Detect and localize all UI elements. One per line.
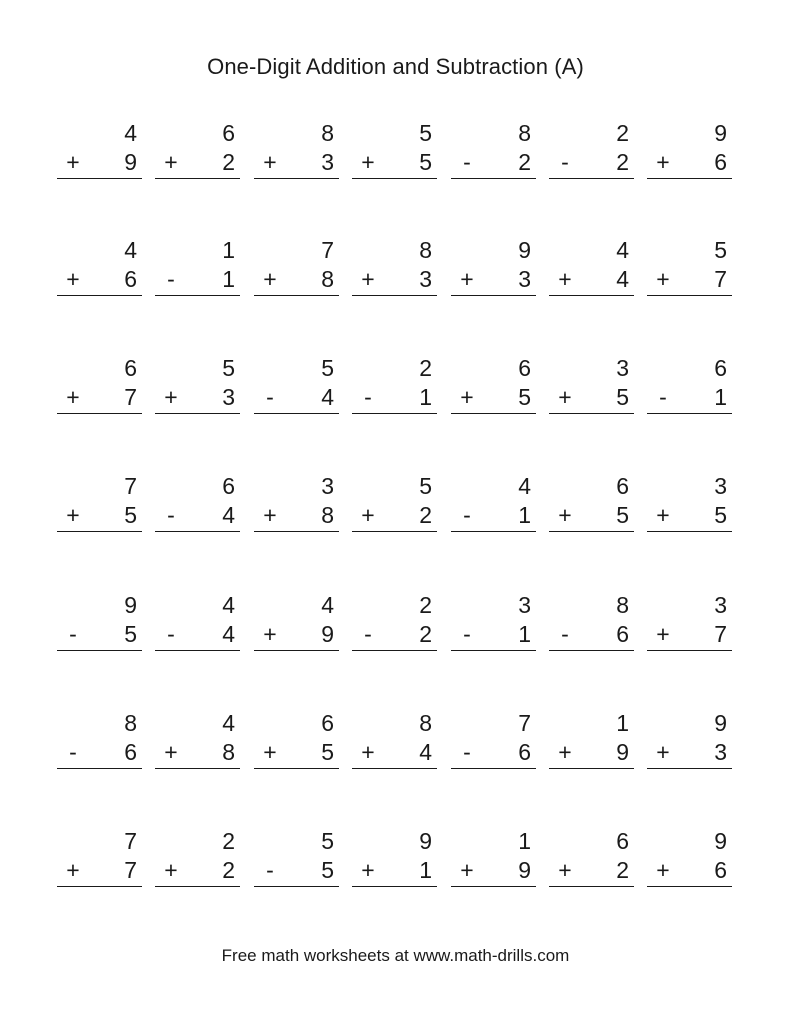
top-operand: 6 [616, 828, 629, 854]
operator-sign: + [558, 857, 572, 883]
bottom-operand: 8 [222, 739, 235, 765]
top-operand: 9 [714, 828, 727, 854]
answer-line [57, 531, 142, 532]
bottom-operand: 4 [222, 621, 235, 647]
top-operand: 6 [518, 355, 531, 381]
bottom-operand: 2 [419, 502, 432, 528]
problem-r2-c4 [356, 237, 432, 297]
bottom-operand: 6 [714, 149, 727, 175]
bottom-operand: 7 [124, 384, 137, 410]
bottom-operand: 6 [518, 739, 531, 765]
bottom-operand: 4 [419, 739, 432, 765]
answer-line [451, 413, 536, 414]
problem-r4-c1 [61, 473, 137, 533]
operator-sign: + [656, 266, 670, 292]
bottom-operand: 5 [518, 384, 531, 410]
problem-r4-c7 [651, 473, 727, 533]
top-operand: 2 [419, 592, 432, 618]
problem-r3-c5 [455, 355, 531, 415]
top-operand: 2 [222, 828, 235, 854]
top-operand: 6 [124, 355, 137, 381]
answer-line [352, 178, 437, 179]
bottom-operand: 6 [714, 857, 727, 883]
operator-sign: + [66, 384, 80, 410]
answer-line [155, 886, 240, 887]
top-operand: 2 [419, 355, 432, 381]
bottom-operand: 2 [222, 857, 235, 883]
bottom-operand: 9 [124, 149, 137, 175]
operator-sign: + [66, 149, 80, 175]
answer-line [451, 650, 536, 651]
answer-line [647, 413, 732, 414]
problem-r2-c1 [61, 237, 137, 297]
answer-line [155, 413, 240, 414]
operator-sign: + [361, 149, 375, 175]
operator-sign: + [460, 384, 474, 410]
top-operand: 8 [419, 237, 432, 263]
answer-line [352, 650, 437, 651]
answer-line [451, 768, 536, 769]
problem-r1-c7 [651, 120, 727, 180]
answer-line [647, 178, 732, 179]
answer-line [254, 178, 339, 179]
worksheet-title: One-Digit Addition and Subtraction (A) [207, 54, 584, 79]
problem-r1-c6 [553, 120, 629, 180]
problem-r5-c4 [356, 592, 432, 652]
bottom-operand: 5 [714, 502, 727, 528]
bottom-operand: 9 [616, 739, 629, 765]
problem-r6-c7 [651, 710, 727, 770]
problem-r5-c7 [651, 592, 727, 652]
operator-sign: + [164, 149, 178, 175]
top-operand: 3 [714, 473, 727, 499]
top-operand: 6 [616, 473, 629, 499]
answer-line [647, 886, 732, 887]
answer-line [155, 178, 240, 179]
problem-r1-c2 [159, 120, 235, 180]
answer-line [155, 295, 240, 296]
operator-sign: + [656, 502, 670, 528]
answer-line [549, 295, 634, 296]
answer-line [647, 295, 732, 296]
bottom-operand: 2 [419, 621, 432, 647]
top-operand: 5 [321, 828, 334, 854]
top-operand: 6 [714, 355, 727, 381]
top-operand: 4 [222, 710, 235, 736]
operator-sign: + [263, 266, 277, 292]
bottom-operand: 1 [518, 502, 531, 528]
problem-r4-c5 [455, 473, 531, 533]
operator-sign: - [167, 266, 175, 292]
problem-r7-c5 [455, 828, 531, 888]
problem-r3-c6 [553, 355, 629, 415]
answer-line [254, 650, 339, 651]
top-operand: 8 [321, 120, 334, 146]
operator-sign: - [266, 384, 274, 410]
operator-sign: + [361, 739, 375, 765]
answer-line [549, 650, 634, 651]
problem-r3-c2 [159, 355, 235, 415]
answer-line [254, 295, 339, 296]
problem-r6-c3 [258, 710, 334, 770]
operator-sign: + [558, 739, 572, 765]
bottom-operand: 9 [518, 857, 531, 883]
answer-line [254, 768, 339, 769]
top-operand: 5 [321, 355, 334, 381]
problem-r3-c3 [258, 355, 334, 415]
operator-sign: + [656, 149, 670, 175]
bottom-operand: 2 [518, 149, 531, 175]
top-operand: 6 [222, 473, 235, 499]
operator-sign: + [164, 857, 178, 883]
top-operand: 7 [124, 828, 137, 854]
answer-line [57, 178, 142, 179]
operator-sign: + [164, 739, 178, 765]
problem-r7-c4 [356, 828, 432, 888]
top-operand: 9 [714, 710, 727, 736]
problem-r4-c2 [159, 473, 235, 533]
operator-sign: + [460, 857, 474, 883]
top-operand: 4 [222, 592, 235, 618]
bottom-operand: 9 [321, 621, 334, 647]
problem-r5-c2 [159, 592, 235, 652]
operator-sign: - [463, 149, 471, 175]
operator-sign: + [656, 857, 670, 883]
answer-line [451, 295, 536, 296]
bottom-operand: 6 [124, 266, 137, 292]
problem-r1-c4 [356, 120, 432, 180]
answer-line [352, 886, 437, 887]
problem-r6-c1 [61, 710, 137, 770]
operator-sign: + [460, 266, 474, 292]
bottom-operand: 6 [616, 621, 629, 647]
answer-line [155, 650, 240, 651]
operator-sign: - [659, 384, 667, 410]
operator-sign: - [463, 502, 471, 528]
problem-r2-c5 [455, 237, 531, 297]
bottom-operand: 4 [616, 266, 629, 292]
operator-sign: + [263, 149, 277, 175]
answer-line [352, 413, 437, 414]
bottom-operand: 2 [616, 149, 629, 175]
top-operand: 3 [518, 592, 531, 618]
operator-sign: + [361, 502, 375, 528]
problem-r7-c6 [553, 828, 629, 888]
problem-r1-c5 [455, 120, 531, 180]
top-operand: 5 [419, 473, 432, 499]
bottom-operand: 1 [419, 857, 432, 883]
operator-sign: - [463, 739, 471, 765]
answer-line [451, 886, 536, 887]
problem-r5-c6 [553, 592, 629, 652]
answer-line [647, 531, 732, 532]
problem-r7-c1 [61, 828, 137, 888]
operator-sign: + [66, 502, 80, 528]
top-operand: 8 [124, 710, 137, 736]
bottom-operand: 1 [419, 384, 432, 410]
answer-line [254, 531, 339, 532]
bottom-operand: 5 [321, 857, 334, 883]
top-operand: 7 [518, 710, 531, 736]
problem-r6-c2 [159, 710, 235, 770]
answer-line [57, 413, 142, 414]
answer-line [549, 178, 634, 179]
bottom-operand: 5 [419, 149, 432, 175]
operator-sign: - [364, 621, 372, 647]
worksheet-footer: Free math worksheets at www.math-drills.com [221, 946, 570, 965]
bottom-operand: 4 [222, 502, 235, 528]
problem-r5-c5 [455, 592, 531, 652]
answer-line [254, 886, 339, 887]
top-operand: 5 [419, 120, 432, 146]
answer-line [549, 768, 634, 769]
problem-r1-c3 [258, 120, 334, 180]
problem-r7-c3 [258, 828, 334, 888]
problem-r2-c7 [651, 237, 727, 297]
answer-line [57, 886, 142, 887]
bottom-operand: 7 [714, 621, 727, 647]
problem-r3-c1 [61, 355, 137, 415]
bottom-operand: 5 [616, 384, 629, 410]
problem-r2-c2 [159, 237, 235, 297]
top-operand: 7 [124, 473, 137, 499]
bottom-operand: 8 [321, 266, 334, 292]
operator-sign: + [263, 502, 277, 528]
bottom-operand: 6 [124, 739, 137, 765]
problem-r3-c7 [651, 355, 727, 415]
top-operand: 1 [222, 237, 235, 263]
bottom-operand: 5 [321, 739, 334, 765]
top-operand: 6 [222, 120, 235, 146]
top-operand: 1 [616, 710, 629, 736]
operator-sign: - [561, 621, 569, 647]
operator-sign: + [66, 857, 80, 883]
operator-sign: - [561, 149, 569, 175]
bottom-operand: 5 [124, 621, 137, 647]
problem-r7-c7 [651, 828, 727, 888]
problem-r4-c4 [356, 473, 432, 533]
problem-r2-c6 [553, 237, 629, 297]
top-operand: 8 [419, 710, 432, 736]
top-operand: 4 [124, 237, 137, 263]
top-operand: 3 [714, 592, 727, 618]
bottom-operand: 1 [714, 384, 727, 410]
top-operand: 9 [419, 828, 432, 854]
problem-r7-c2 [159, 828, 235, 888]
problem-r4-c3 [258, 473, 334, 533]
answer-line [57, 295, 142, 296]
bottom-operand: 1 [222, 266, 235, 292]
top-operand: 6 [321, 710, 334, 736]
operator-sign: + [558, 502, 572, 528]
problem-r6-c5 [455, 710, 531, 770]
top-operand: 1 [518, 828, 531, 854]
operator-sign: - [463, 621, 471, 647]
problem-r6-c4 [356, 710, 432, 770]
answer-line [647, 768, 732, 769]
answer-line [451, 531, 536, 532]
problem-r1-c1 [61, 120, 137, 180]
answer-line [254, 413, 339, 414]
operator-sign: - [364, 384, 372, 410]
operator-sign: + [558, 266, 572, 292]
operator-sign: - [266, 857, 274, 883]
operator-sign: + [656, 621, 670, 647]
operator-sign: + [558, 384, 572, 410]
answer-line [352, 531, 437, 532]
top-operand: 9 [518, 237, 531, 263]
answer-line [352, 768, 437, 769]
top-operand: 8 [518, 120, 531, 146]
answer-line [451, 178, 536, 179]
operator-sign: + [66, 266, 80, 292]
top-operand: 5 [222, 355, 235, 381]
problem-r3-c4 [356, 355, 432, 415]
answer-line [57, 768, 142, 769]
bottom-operand: 3 [321, 149, 334, 175]
bottom-operand: 4 [321, 384, 334, 410]
operator-sign: - [69, 739, 77, 765]
operator-sign: + [263, 739, 277, 765]
top-operand: 4 [616, 237, 629, 263]
answer-line [155, 768, 240, 769]
answer-line [57, 650, 142, 651]
bottom-operand: 5 [616, 502, 629, 528]
top-operand: 5 [714, 237, 727, 263]
top-operand: 4 [518, 473, 531, 499]
bottom-operand: 8 [321, 502, 334, 528]
problem-r5-c1 [61, 592, 137, 652]
operator-sign: - [69, 621, 77, 647]
bottom-operand: 2 [222, 149, 235, 175]
bottom-operand: 7 [714, 266, 727, 292]
answer-line [549, 413, 634, 414]
problem-r5-c3 [258, 592, 334, 652]
bottom-operand: 7 [124, 857, 137, 883]
answer-line [549, 531, 634, 532]
answer-line [549, 886, 634, 887]
problem-r4-c6 [553, 473, 629, 533]
answer-line [352, 295, 437, 296]
problem-r6-c6 [553, 710, 629, 770]
answer-line [155, 531, 240, 532]
bottom-operand: 3 [518, 266, 531, 292]
bottom-operand: 2 [616, 857, 629, 883]
top-operand: 3 [616, 355, 629, 381]
operator-sign: + [361, 857, 375, 883]
top-operand: 7 [321, 237, 334, 263]
top-operand: 9 [124, 592, 137, 618]
bottom-operand: 3 [222, 384, 235, 410]
problem-r2-c3 [258, 237, 334, 297]
top-operand: 3 [321, 473, 334, 499]
bottom-operand: 3 [714, 739, 727, 765]
bottom-operand: 3 [419, 266, 432, 292]
operator-sign: + [656, 739, 670, 765]
top-operand: 9 [714, 120, 727, 146]
operator-sign: + [164, 384, 178, 410]
operator-sign: - [167, 502, 175, 528]
bottom-operand: 1 [518, 621, 531, 647]
operator-sign: + [263, 621, 277, 647]
operator-sign: - [167, 621, 175, 647]
answer-line [647, 650, 732, 651]
top-operand: 2 [616, 120, 629, 146]
top-operand: 4 [321, 592, 334, 618]
bottom-operand: 5 [124, 502, 137, 528]
top-operand: 8 [616, 592, 629, 618]
operator-sign: + [361, 266, 375, 292]
top-operand: 4 [124, 120, 137, 146]
